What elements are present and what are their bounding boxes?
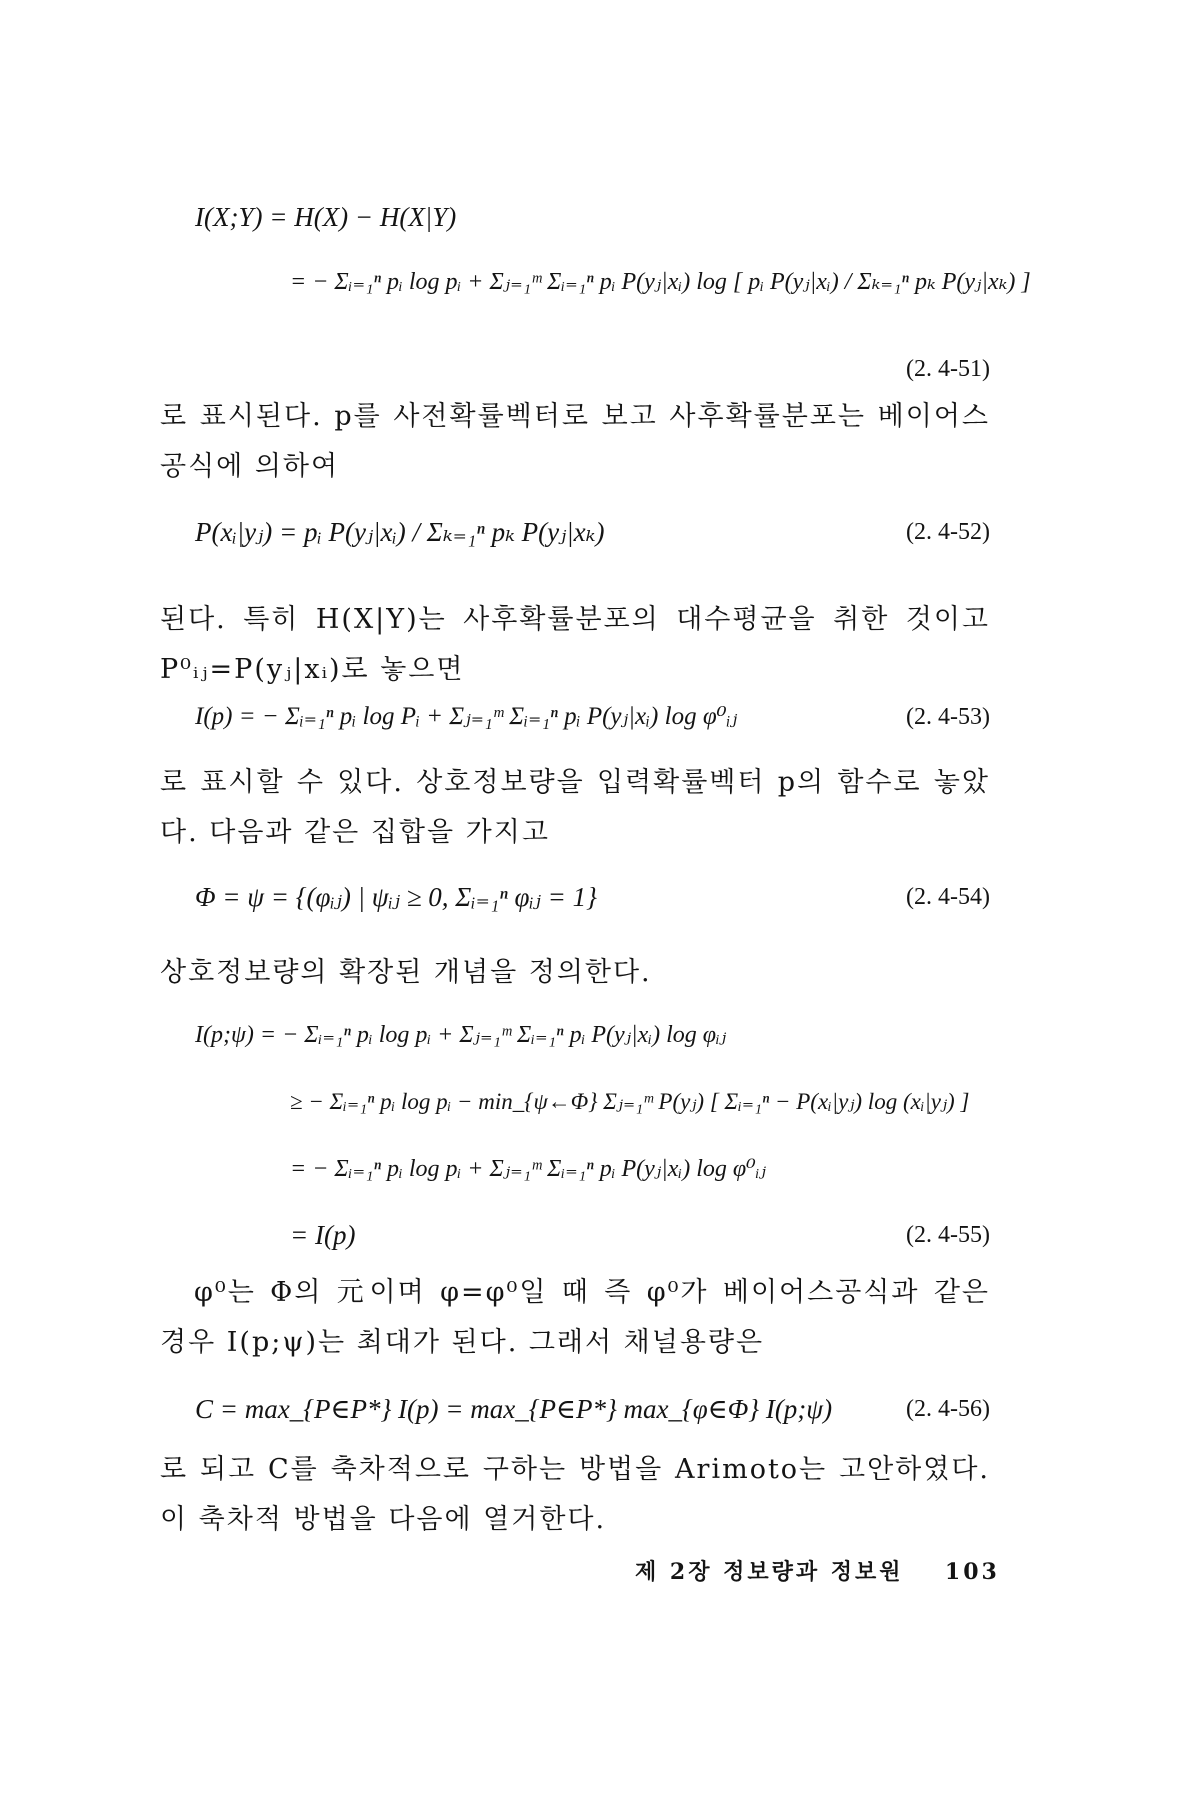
equation-2-4-55-line-4: = I(p) — [290, 1220, 356, 1250]
paragraph-3: 로 표시할 수 있다. 상호정보량을 입력확률벡터 p의 함수로 놓았다. 다음과 같은 집합을 가지고 — [160, 767, 990, 848]
equation-2-4-52: P(xᵢ|yⱼ) = pᵢ P(yⱼ|xᵢ) / Σₖ₌₁ⁿ pₖ P(yⱼ|xₖ) — [195, 517, 605, 547]
equation-2-4-54: Φ = ψ = {(φᵢⱼ) | ψᵢⱼ ≥ 0, Σᵢ₌₁ⁿ φᵢⱼ = 1} — [195, 882, 597, 912]
paragraph-4: 상호정보량의 확장된 개념을 정의한다. — [160, 957, 652, 988]
equation-2-4-53: I(p) = − Σᵢ₌₁ⁿ pᵢ log Pᵢ + Σⱼ₌₁ᵐ Σᵢ₌₁ⁿ pᵢ P(yⱼ|xᵢ) log φ⁰ᵢⱼ — [195, 703, 738, 730]
equation-number-2-4-51: (2. 4-51) — [906, 356, 990, 382]
running-footer — [635, 1555, 1000, 1586]
paragraph-1: 로 표시된다. p를 사전확률벡터로 보고 사후확률분포는 베이어스공식에 의하여 — [160, 401, 990, 482]
equation-number-2-4-53: (2. 4-53) — [906, 704, 990, 730]
equation-2-4-55-line-1: I(p;ψ) = − Σᵢ₌₁ⁿ pᵢ log pᵢ + Σⱼ₌₁ᵐ Σᵢ₌₁ⁿ pᵢ P(yⱼ|xᵢ) log φᵢⱼ — [195, 1022, 727, 1048]
equation-2-4-51-line-2: = − Σᵢ₌₁ⁿ pᵢ log pᵢ + Σⱼ₌₁ᵐ Σᵢ₌₁ⁿ pᵢ P(yⱼ|xᵢ) log [ pᵢ P(yⱼ|xᵢ) / Σₖ₌₁ⁿ pₖ P(yⱼ|xₖ) ] — [290, 269, 1031, 295]
page-number: 103 — [944, 1559, 1000, 1585]
equation-number-2-4-56: (2. 4-56) — [906, 1396, 990, 1422]
equation-number-2-4-55: (2. 4-55) — [906, 1222, 990, 1248]
paragraph-6: 로 되고 C를 축차적으로 구하는 방법을 Arimoto는 고안하였다. 이 축차적 방법을 다음에 열거한다. — [160, 1454, 990, 1535]
chapter-title: 제 2장 정보량과 정보원 — [635, 1559, 904, 1585]
equation-2-4-55-line-2: ≥ − Σᵢ₌₁ⁿ pᵢ log pᵢ − min_{ψ←Φ} Σⱼ₌₁ᵐ P(yⱼ) [ Σᵢ₌₁ⁿ − P(xᵢ|yⱼ) log (xᵢ|yⱼ) ] — [290, 1089, 970, 1114]
equation-2-4-55-line-3: = − Σᵢ₌₁ⁿ pᵢ log pᵢ + Σⱼ₌₁ᵐ Σᵢ₌₁ⁿ pᵢ P(yⱼ|xᵢ) log φ⁰ᵢⱼ — [290, 1156, 766, 1182]
equation-2-4-51-line-1: I(X;Y) = H(X) − H(X|Y) — [195, 202, 457, 232]
equation-2-4-56: C = max_{P∈P*} I(p) = max_{P∈P*} max_{φ∈Φ} I(p;ψ) — [195, 1394, 833, 1424]
paragraph-5: φ⁰는 Φ의 元이며 φ=φ⁰일 때 즉 φ⁰가 베이어스공식과 같은 경우 I(p;ψ)는 최대가 된다. 그래서 채널용량은 — [160, 1277, 990, 1358]
paragraph-2: 된다. 특히 H(X|Y)는 사후확률분포의 대수평균을 취한 것이고 P⁰ᵢⱼ=P(yⱼ|xᵢ)로 놓으면 — [160, 604, 990, 685]
equation-number-2-4-52: (2. 4-52) — [906, 519, 990, 545]
equation-number-2-4-54: (2. 4-54) — [906, 884, 990, 910]
